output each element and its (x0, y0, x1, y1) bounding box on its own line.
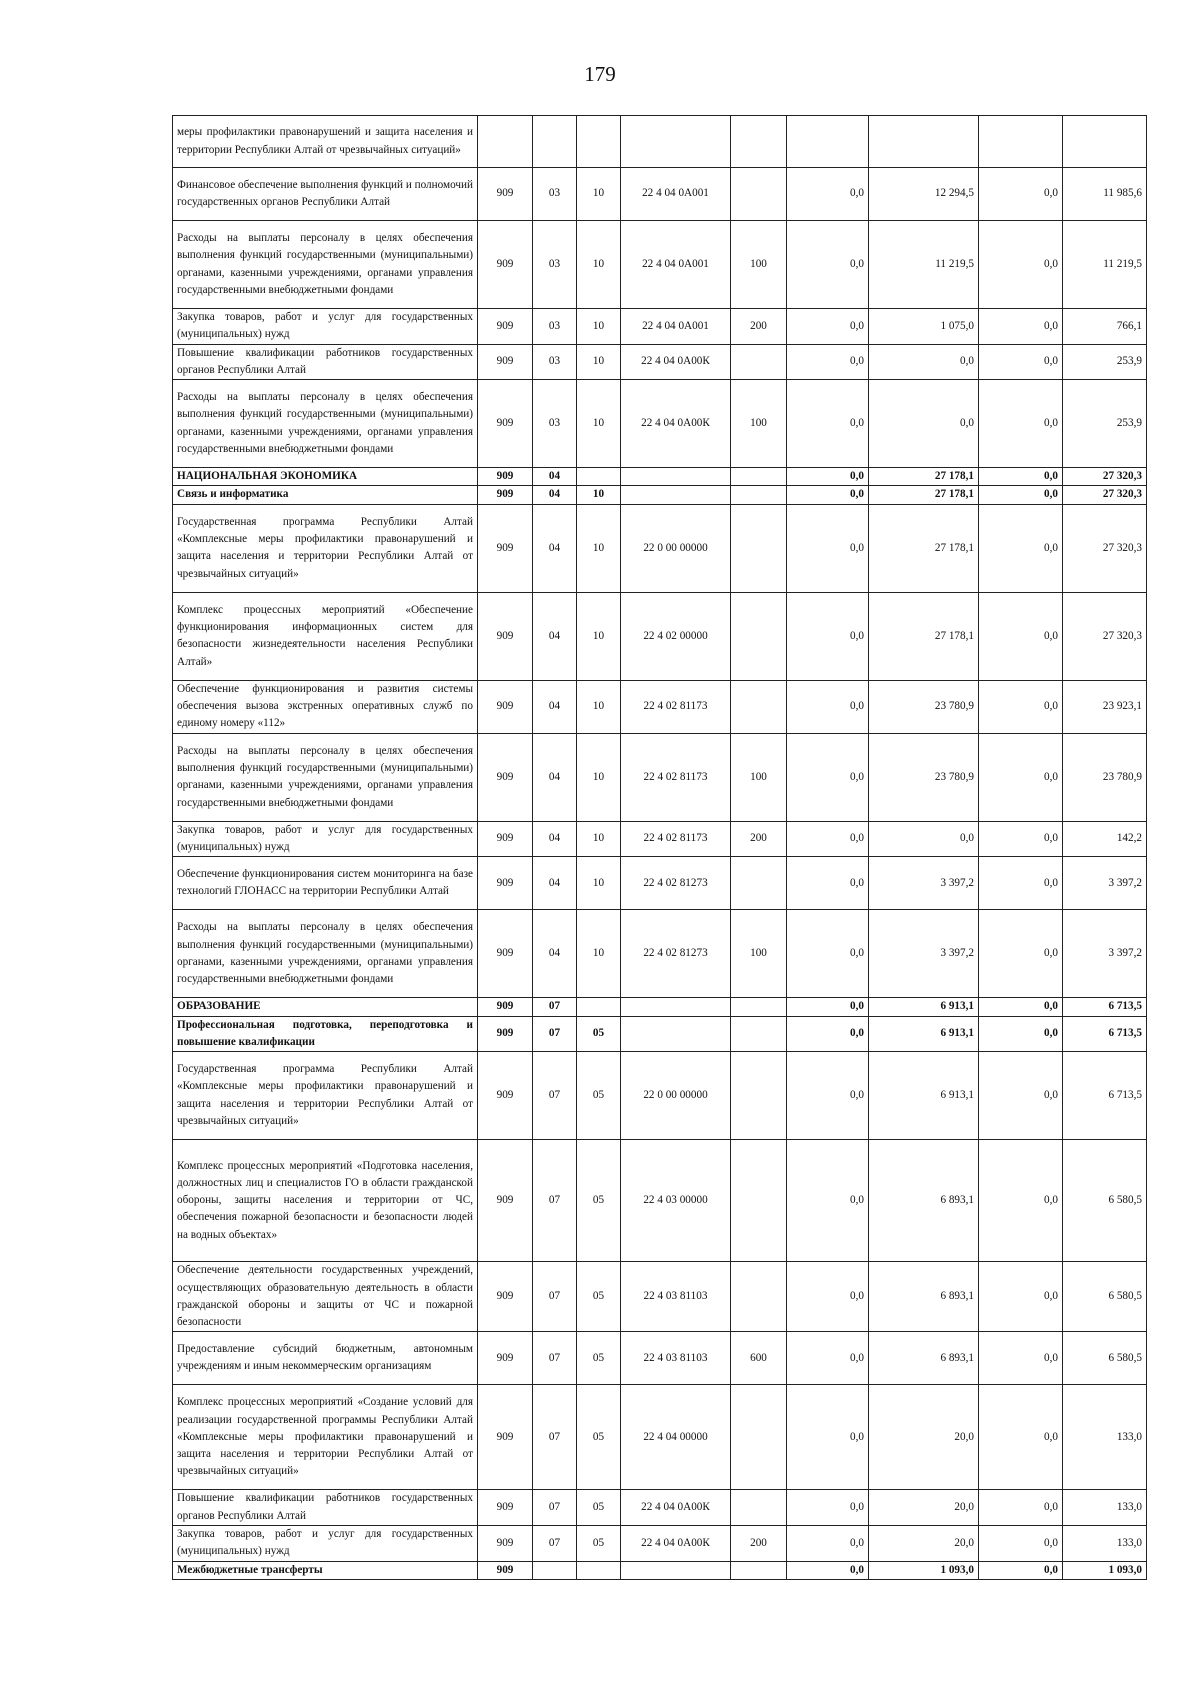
amount-2: 6 893,1 (869, 1140, 979, 1262)
table-row (173, 680, 1147, 733)
amount-3: 0,0 (979, 1016, 1063, 1052)
table-row (173, 221, 1147, 309)
amount-4: 6 713,5 (1063, 998, 1147, 1016)
amount-3: 0,0 (979, 1262, 1063, 1332)
subsection-code: 10 (577, 504, 621, 592)
row-name: Государственная программа Республики Алтай «Комплексные меры профилактики правонарушений и защита населения и территории Республики Алтай от чрезвычайных ситуаций» (173, 1052, 478, 1140)
expense-type-code (731, 998, 787, 1016)
row-name: Комплекс процессных мероприятий «Подготовка населения, должностных лиц и специалистов ГО в области гражданской обороны, защиты населения и территории от ЧС, обеспечения пожарной безопасности и безопасности людей на водных объектах» (173, 1140, 478, 1262)
row-name: Обеспечение деятельности государственных учреждений, осуществляющих образовательную деятельность в области гражданской обороны и защиты от ЧС и пожарной безопасности (173, 1262, 478, 1332)
amount-2: 0,0 (869, 344, 979, 380)
grbs-code: 909 (478, 1262, 533, 1332)
target-article-code (621, 116, 731, 168)
row-name: Расходы на выплаты персоналу в целях обеспечения выполнения функций государственными (муниципальными) органами, казенными учреждениями, органами управления государственными внебюджетными фондами (173, 221, 478, 309)
target-article-code: 22 4 03 81103 (621, 1262, 731, 1332)
target-article-code: 22 4 02 00000 (621, 592, 731, 680)
section-code: 04 (533, 486, 577, 504)
expense-type-code (731, 1016, 787, 1052)
amount-2: 27 178,1 (869, 468, 979, 486)
table-row (173, 910, 1147, 998)
section-code: 03 (533, 221, 577, 309)
table-row (173, 486, 1147, 504)
table-row (173, 998, 1147, 1016)
row-name: Финансовое обеспечение выполнения функций и полномочий государственных органов Республики Алтай (173, 168, 478, 221)
amount-4: 27 320,3 (1063, 468, 1147, 486)
amount-1: 0,0 (787, 1526, 869, 1562)
expense-type-code: 200 (731, 1526, 787, 1562)
section-code: 04 (533, 857, 577, 910)
row-name: Расходы на выплаты персоналу в целях обеспечения выполнения функций государственными (муниципальными) органами, казенными учреждениями, органами управления государственными внебюджетными фондами (173, 910, 478, 998)
amount-2: 1 075,0 (869, 309, 979, 345)
expense-type-code (731, 1490, 787, 1526)
row-name: Повышение квалификации работников государственных органов Республики Алтай (173, 1490, 478, 1526)
target-article-code: 22 0 00 00000 (621, 1052, 731, 1140)
amount-2: 23 780,9 (869, 733, 979, 821)
amount-4: 23 780,9 (1063, 733, 1147, 821)
target-article-code: 22 4 04 00000 (621, 1385, 731, 1490)
row-name: Закупка товаров, работ и услуг для государственных (муниципальных) нужд (173, 309, 478, 345)
table-row (173, 168, 1147, 221)
amount-1: 0,0 (787, 168, 869, 221)
page-number: 179 (584, 62, 616, 86)
expense-type-code (731, 344, 787, 380)
amount-2: 6 893,1 (869, 1262, 979, 1332)
amount-2: 3 397,2 (869, 857, 979, 910)
subsection-code: 10 (577, 344, 621, 380)
target-article-code (621, 468, 731, 486)
target-article-code: 22 4 04 0А00К (621, 1526, 731, 1562)
amount-1: 0,0 (787, 380, 869, 468)
target-article-code: 22 4 02 81173 (621, 733, 731, 821)
amount-1: 0,0 (787, 998, 869, 1016)
grbs-code: 909 (478, 733, 533, 821)
table-row (173, 344, 1147, 380)
target-article-code (621, 1016, 731, 1052)
row-name: Межбюджетные трансферты (173, 1561, 478, 1579)
expense-type-code (731, 1140, 787, 1262)
amount-1: 0,0 (787, 468, 869, 486)
section-code: 07 (533, 1526, 577, 1562)
subsection-code: 05 (577, 1016, 621, 1052)
expense-type-code (731, 486, 787, 504)
grbs-code: 909 (478, 380, 533, 468)
expense-type-code (731, 1262, 787, 1332)
amount-1: 0,0 (787, 1016, 869, 1052)
amount-4: 27 320,3 (1063, 486, 1147, 504)
amount-2: 6 913,1 (869, 1016, 979, 1052)
amount-3: 0,0 (979, 1490, 1063, 1526)
grbs-code: 909 (478, 821, 533, 857)
section-code: 04 (533, 504, 577, 592)
section-code (533, 1561, 577, 1579)
table-row (173, 1526, 1147, 1562)
grbs-code: 909 (478, 998, 533, 1016)
grbs-code: 909 (478, 1526, 533, 1562)
grbs-code: 909 (478, 857, 533, 910)
section-code: 04 (533, 821, 577, 857)
amount-4: 6 713,5 (1063, 1016, 1147, 1052)
row-name: Закупка товаров, работ и услуг для государственных (муниципальных) нужд (173, 1526, 478, 1562)
amount-2: 12 294,5 (869, 168, 979, 221)
table-row (173, 857, 1147, 910)
subsection-code: 05 (577, 1332, 621, 1385)
grbs-code: 909 (478, 680, 533, 733)
amount-4: 3 397,2 (1063, 857, 1147, 910)
grbs-code: 909 (478, 1052, 533, 1140)
amount-2: 3 397,2 (869, 910, 979, 998)
section-code: 04 (533, 733, 577, 821)
row-name: Расходы на выплаты персоналу в целях обеспечения выполнения функций государственными (муниципальными) органами, казенными учреждениями, органами управления государственными внебюджетными фондами (173, 380, 478, 468)
expense-type-code (731, 1561, 787, 1579)
expense-type-code (731, 592, 787, 680)
table-row (173, 592, 1147, 680)
amount-3: 0,0 (979, 998, 1063, 1016)
amount-3: 0,0 (979, 504, 1063, 592)
section-code: 03 (533, 309, 577, 345)
grbs-code: 909 (478, 1016, 533, 1052)
expense-type-code (731, 468, 787, 486)
row-name: Связь и информатика (173, 486, 478, 504)
grbs-code: 909 (478, 910, 533, 998)
target-article-code (621, 998, 731, 1016)
amount-3: 0,0 (979, 486, 1063, 504)
amount-3: 0,0 (979, 1526, 1063, 1562)
amount-4: 11 219,5 (1063, 221, 1147, 309)
amount-4: 3 397,2 (1063, 910, 1147, 998)
target-article-code: 22 4 04 0А00К (621, 380, 731, 468)
amount-4: 133,0 (1063, 1385, 1147, 1490)
expense-type-code (731, 680, 787, 733)
grbs-code: 909 (478, 309, 533, 345)
subsection-code: 10 (577, 857, 621, 910)
row-name: Расходы на выплаты персоналу в целях обеспечения выполнения функций государственными (муниципальными) органами, казенными учреждениями, органами управления государственными внебюджетными фондами (173, 733, 478, 821)
table-row (173, 380, 1147, 468)
amount-3: 0,0 (979, 309, 1063, 345)
amount-2: 27 178,1 (869, 486, 979, 504)
row-name: Комплекс процессных мероприятий «Создание условий для реализации государственной программы Республики Алтай «Комплексные меры профилактики правонарушений и защита населения и территории Республики Алтай от чрезвычайных ситуаций» (173, 1385, 478, 1490)
amount-4: 11 985,6 (1063, 168, 1147, 221)
amount-2: 6 913,1 (869, 998, 979, 1016)
subsection-code: 10 (577, 168, 621, 221)
amount-2: 23 780,9 (869, 680, 979, 733)
row-name: Комплекс процессных мероприятий «Обеспечение функционирования информационных систем для безопасности жизнедеятельности населения Республики Алтай» (173, 592, 478, 680)
grbs-code: 909 (478, 486, 533, 504)
target-article-code: 22 0 00 00000 (621, 504, 731, 592)
amount-2: 6 893,1 (869, 1332, 979, 1385)
subsection-code (577, 468, 621, 486)
target-article-code: 22 4 02 81273 (621, 910, 731, 998)
amount-3: 0,0 (979, 1561, 1063, 1579)
expense-type-code: 200 (731, 821, 787, 857)
amount-4: 6 580,5 (1063, 1332, 1147, 1385)
grbs-code: 909 (478, 1385, 533, 1490)
target-article-code: 22 4 02 81273 (621, 857, 731, 910)
amount-3: 0,0 (979, 1385, 1063, 1490)
table-row (173, 821, 1147, 857)
subsection-code: 05 (577, 1385, 621, 1490)
table-row (173, 1332, 1147, 1385)
table-row (173, 1385, 1147, 1490)
amount-1: 0,0 (787, 733, 869, 821)
section-code: 07 (533, 1016, 577, 1052)
amount-4: 133,0 (1063, 1526, 1147, 1562)
expense-type-code: 100 (731, 910, 787, 998)
amount-3: 0,0 (979, 221, 1063, 309)
amount-1: 0,0 (787, 1385, 869, 1490)
table-row (173, 309, 1147, 345)
amount-2: 0,0 (869, 380, 979, 468)
subsection-code: 05 (577, 1262, 621, 1332)
section-code: 07 (533, 1140, 577, 1262)
table-body (173, 116, 1147, 1580)
section-code: 04 (533, 910, 577, 998)
subsection-code: 10 (577, 910, 621, 998)
target-article-code: 22 4 03 00000 (621, 1140, 731, 1262)
target-article-code: 22 4 04 0А00К (621, 344, 731, 380)
row-name: НАЦИОНАЛЬНАЯ ЭКОНОМИКА (173, 468, 478, 486)
amount-1 (787, 116, 869, 168)
subsection-code (577, 998, 621, 1016)
grbs-code (478, 116, 533, 168)
section-code: 07 (533, 1490, 577, 1526)
amount-1: 0,0 (787, 1140, 869, 1262)
expense-type-code (731, 857, 787, 910)
grbs-code: 909 (478, 344, 533, 380)
section-code: 04 (533, 680, 577, 733)
amount-1: 0,0 (787, 504, 869, 592)
table-row (173, 504, 1147, 592)
target-article-code: 22 4 02 81173 (621, 821, 731, 857)
amount-1: 0,0 (787, 910, 869, 998)
amount-4: 6 713,5 (1063, 1052, 1147, 1140)
table-row (173, 116, 1147, 168)
amount-4 (1063, 116, 1147, 168)
amount-4: 253,9 (1063, 344, 1147, 380)
amount-1: 0,0 (787, 344, 869, 380)
subsection-code: 10 (577, 680, 621, 733)
amount-2: 27 178,1 (869, 504, 979, 592)
table-row (173, 1140, 1147, 1262)
table-row (173, 1561, 1147, 1579)
subsection-code: 05 (577, 1526, 621, 1562)
grbs-code: 909 (478, 1561, 533, 1579)
grbs-code: 909 (478, 504, 533, 592)
target-article-code: 22 4 04 0А001 (621, 168, 731, 221)
amount-3: 0,0 (979, 1140, 1063, 1262)
subsection-code: 05 (577, 1140, 621, 1262)
grbs-code: 909 (478, 1490, 533, 1526)
subsection-code: 10 (577, 309, 621, 345)
expense-type-code: 100 (731, 733, 787, 821)
section-code: 07 (533, 998, 577, 1016)
amount-1: 0,0 (787, 309, 869, 345)
expense-type-code: 600 (731, 1332, 787, 1385)
amount-1: 0,0 (787, 1262, 869, 1332)
amount-3: 0,0 (979, 168, 1063, 221)
grbs-code: 909 (478, 468, 533, 486)
grbs-code: 909 (478, 1332, 533, 1385)
row-name: меры профилактики правонарушений и защита населения и территории Республики Алтай от чрезвычайных ситуаций» (173, 116, 478, 168)
subsection-code (577, 116, 621, 168)
row-name: Предоставление субсидий бюджетным, автономным учреждениям и иным некоммерческим организациям (173, 1332, 478, 1385)
amount-1: 0,0 (787, 1561, 869, 1579)
amount-2: 20,0 (869, 1385, 979, 1490)
section-code: 03 (533, 168, 577, 221)
target-article-code (621, 486, 731, 504)
subsection-code (577, 1561, 621, 1579)
amount-3: 0,0 (979, 1052, 1063, 1140)
amount-1: 0,0 (787, 680, 869, 733)
table-row (173, 1016, 1147, 1052)
row-name: Государственная программа Республики Алтай «Комплексные меры профилактики правонарушений и защита населения и территории Республики Алтай от чрезвычайных ситуаций» (173, 504, 478, 592)
grbs-code: 909 (478, 168, 533, 221)
row-name: Повышение квалификации работников государственных органов Республики Алтай (173, 344, 478, 380)
subsection-code: 10 (577, 592, 621, 680)
amount-3: 0,0 (979, 344, 1063, 380)
row-name: Обеспечение функционирования систем мониторинга на базе технологий ГЛОНАСС на территории Республики Алтай (173, 857, 478, 910)
target-article-code: 22 4 04 0А001 (621, 221, 731, 309)
section-code: 03 (533, 344, 577, 380)
expense-type-code (731, 1385, 787, 1490)
expense-type-code: 100 (731, 380, 787, 468)
amount-2 (869, 116, 979, 168)
target-article-code: 22 4 04 0А00К (621, 1490, 731, 1526)
amount-3: 0,0 (979, 380, 1063, 468)
section-code: 04 (533, 592, 577, 680)
row-name: Обеспечение функционирования и развития системы обеспечения вызова экстренных оперативных служб по единому номеру «112» (173, 680, 478, 733)
budget-table (172, 115, 1147, 1580)
expense-type-code: 100 (731, 221, 787, 309)
amount-1: 0,0 (787, 857, 869, 910)
amount-1: 0,0 (787, 1052, 869, 1140)
grbs-code: 909 (478, 221, 533, 309)
amount-1: 0,0 (787, 1332, 869, 1385)
amount-4: 1 093,0 (1063, 1561, 1147, 1579)
expense-type-code (731, 116, 787, 168)
amount-3: 0,0 (979, 733, 1063, 821)
amount-2: 6 913,1 (869, 1052, 979, 1140)
amount-1: 0,0 (787, 1490, 869, 1526)
table-row (173, 733, 1147, 821)
amount-4: 133,0 (1063, 1490, 1147, 1526)
amount-4: 27 320,3 (1063, 504, 1147, 592)
section-code: 07 (533, 1332, 577, 1385)
subsection-code: 10 (577, 380, 621, 468)
target-article-code (621, 1561, 731, 1579)
subsection-code: 10 (577, 486, 621, 504)
target-article-code: 22 4 02 81173 (621, 680, 731, 733)
table-row (173, 1262, 1147, 1332)
amount-1: 0,0 (787, 821, 869, 857)
amount-2: 11 219,5 (869, 221, 979, 309)
section-code: 07 (533, 1262, 577, 1332)
section-code: 07 (533, 1052, 577, 1140)
subsection-code: 05 (577, 1490, 621, 1526)
amount-4: 253,9 (1063, 380, 1147, 468)
amount-3: 0,0 (979, 821, 1063, 857)
amount-4: 23 923,1 (1063, 680, 1147, 733)
amount-4: 27 320,3 (1063, 592, 1147, 680)
table-row (173, 1490, 1147, 1526)
amount-1: 0,0 (787, 221, 869, 309)
section-code: 04 (533, 468, 577, 486)
amount-4: 6 580,5 (1063, 1140, 1147, 1262)
expense-type-code (731, 504, 787, 592)
target-article-code: 22 4 03 81103 (621, 1332, 731, 1385)
table-row (173, 468, 1147, 486)
amount-3: 0,0 (979, 857, 1063, 910)
expense-type-code: 200 (731, 309, 787, 345)
amount-3: 0,0 (979, 680, 1063, 733)
row-name: Профессиональная подготовка, переподготовка и повышение квалификации (173, 1016, 478, 1052)
section-code: 03 (533, 380, 577, 468)
row-name: Закупка товаров, работ и услуг для государственных (муниципальных) нужд (173, 821, 478, 857)
amount-2: 27 178,1 (869, 592, 979, 680)
section-code (533, 116, 577, 168)
amount-2: 1 093,0 (869, 1561, 979, 1579)
amount-4: 142,2 (1063, 821, 1147, 857)
row-name: ОБРАЗОВАНИЕ (173, 998, 478, 1016)
amount-2: 20,0 (869, 1526, 979, 1562)
amount-3: 0,0 (979, 468, 1063, 486)
amount-2: 0,0 (869, 821, 979, 857)
subsection-code: 10 (577, 733, 621, 821)
table-row (173, 1052, 1147, 1140)
amount-3: 0,0 (979, 1332, 1063, 1385)
grbs-code: 909 (478, 1140, 533, 1262)
amount-4: 6 580,5 (1063, 1262, 1147, 1332)
expense-type-code (731, 168, 787, 221)
amount-1: 0,0 (787, 486, 869, 504)
target-article-code: 22 4 04 0А001 (621, 309, 731, 345)
section-code: 07 (533, 1385, 577, 1490)
subsection-code: 05 (577, 1052, 621, 1140)
amount-1: 0,0 (787, 592, 869, 680)
amount-4: 766,1 (1063, 309, 1147, 345)
expense-type-code (731, 1052, 787, 1140)
amount-3 (979, 116, 1063, 168)
amount-2: 20,0 (869, 1490, 979, 1526)
amount-3: 0,0 (979, 592, 1063, 680)
subsection-code: 10 (577, 821, 621, 857)
subsection-code: 10 (577, 221, 621, 309)
grbs-code: 909 (478, 592, 533, 680)
amount-3: 0,0 (979, 910, 1063, 998)
